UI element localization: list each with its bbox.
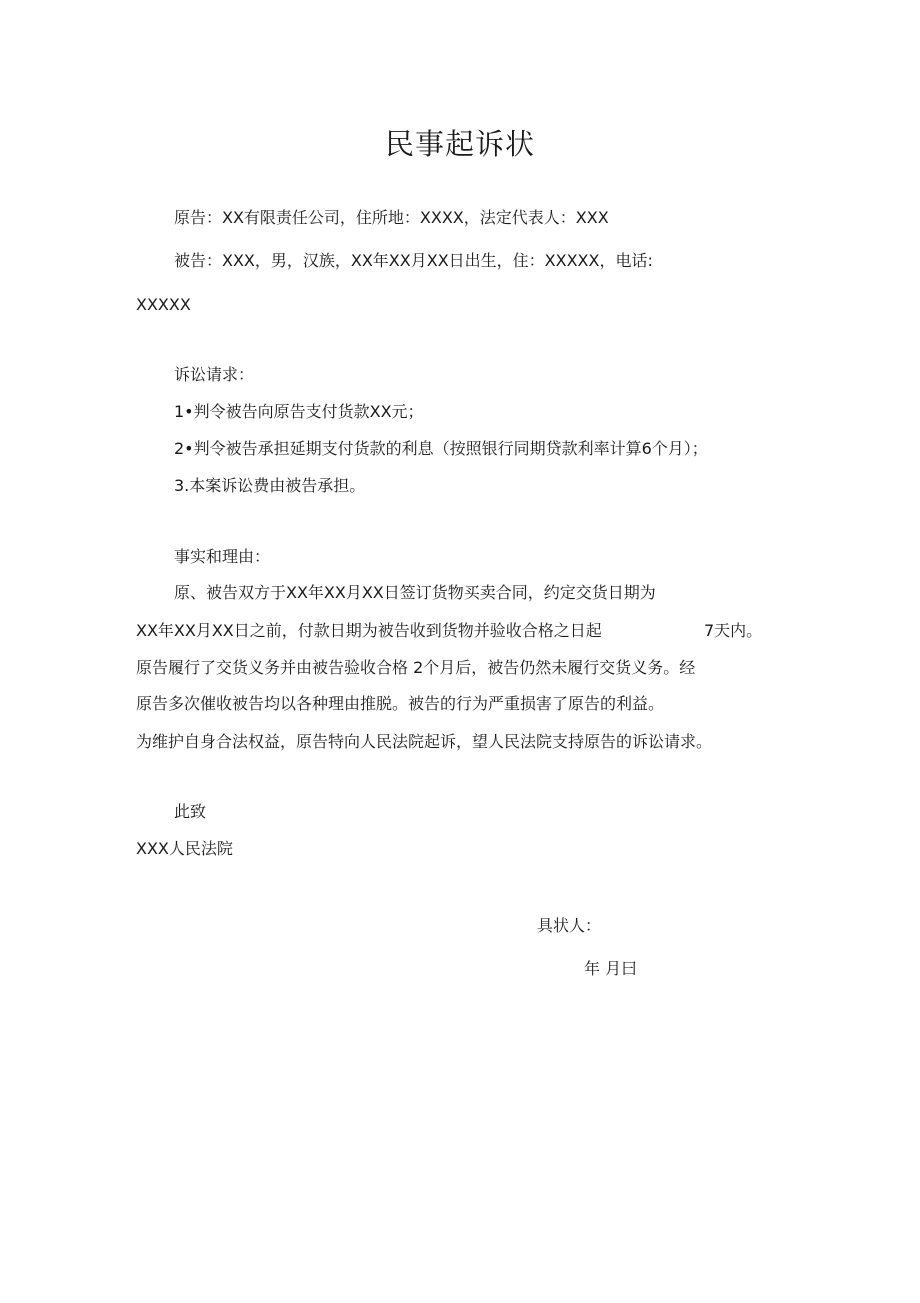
- document-title: 民事起诉状: [384, 127, 535, 161]
- facts-line: 原告多次催收被告均以各种理由推脱。被告的行为严重损害了原告的利益。: [136, 694, 665, 713]
- claim-item: 3.本案诉讼费由被告承担。: [174, 476, 366, 495]
- claims-heading: 诉讼请求：: [174, 365, 255, 384]
- date-label: 年 月曰: [584, 959, 638, 978]
- defendant-line-2: XXXXX: [136, 295, 191, 314]
- court-name: XXX人民法院: [136, 839, 233, 858]
- facts-line: 原告履行了交货义务并由被告验收合格 2个月后，被告仍然未履行交货义务。经: [136, 658, 696, 677]
- claim-item: 1•判令被告向原告支付货款XX元；: [174, 402, 424, 421]
- facts-heading: 事实和理由：: [174, 547, 271, 566]
- claim-item: 2•判令被告承担延期支付货款的利息（按照银行同期贷款利率计算6个月）；: [174, 439, 708, 458]
- defendant-line-1: 被告：XXX，男，汉族，XX年XX月XX日出生，住：XXXXX，电话:: [174, 251, 653, 270]
- facts-line: 为维护自身合法权益，原告特向人民法院起诉，望人民法院支持原告的诉讼请求。: [136, 732, 713, 751]
- salutation: 此致: [174, 802, 207, 821]
- facts-line: XX年XX月XX日之前，付款日期为被告收到货物并验收合格之日起: [136, 621, 602, 640]
- signer-label: 具状人：: [537, 916, 602, 935]
- plaintiff-line: 原告：XX有限责任公司，住所地：XXXX，法定代表人：XXX: [174, 208, 609, 227]
- facts-line: 7天内。: [704, 621, 763, 640]
- facts-line: 原、被告双方于XX年XX月XX日签订货物买卖合同，约定交货日期为: [174, 583, 656, 602]
